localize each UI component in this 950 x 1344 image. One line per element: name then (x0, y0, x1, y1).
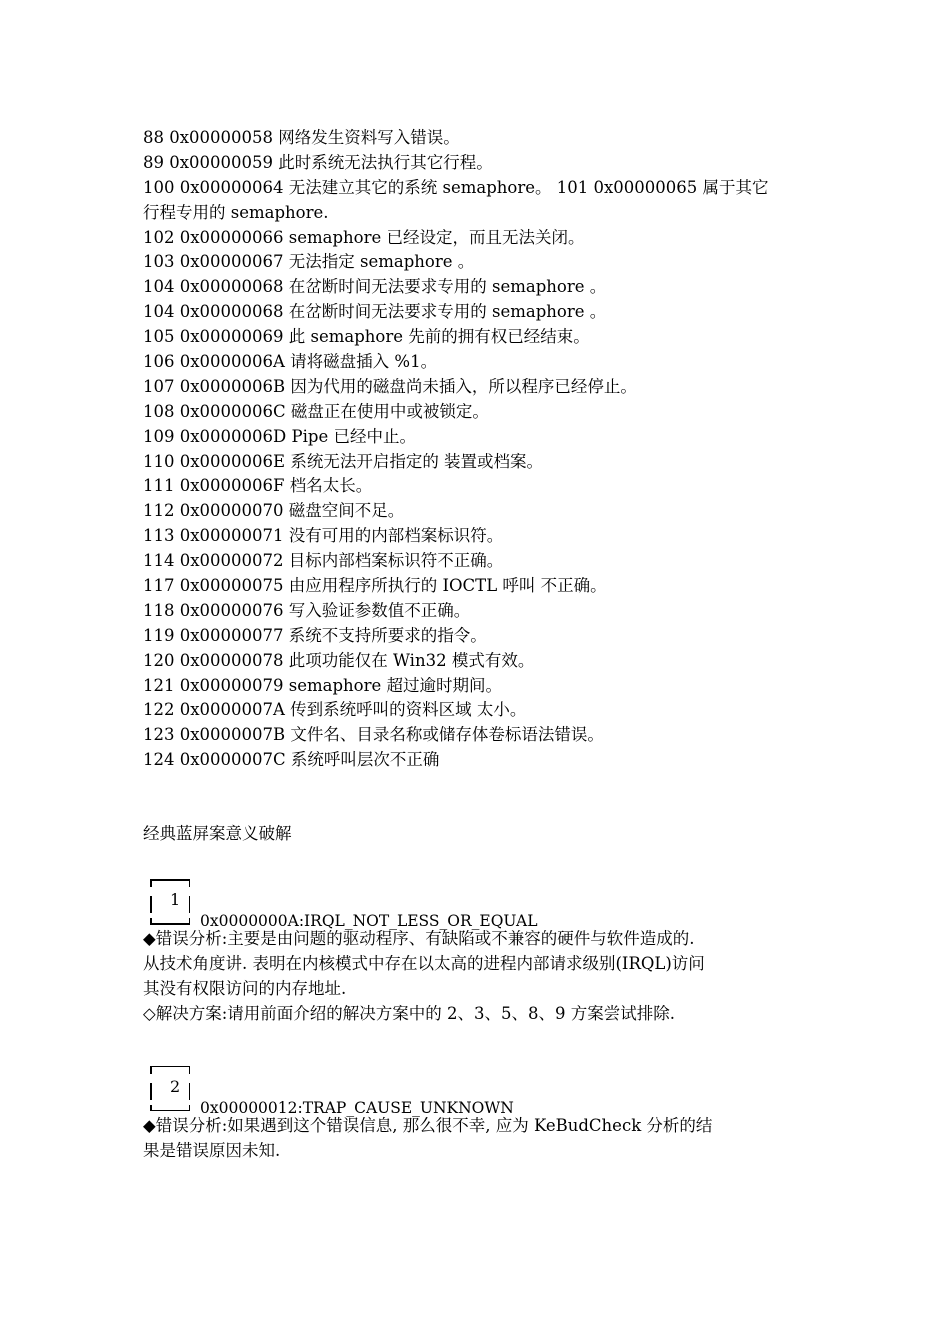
bluescreen-entry (143, 873, 803, 1027)
document-page (143, 126, 803, 1164)
list-item: 89 0x00000059 此时系统无法执行其它行程。 (143, 152, 493, 172)
item-number: 1 (170, 890, 181, 910)
list-item: 114 0x00000072 目标内部档案标识符不正确。 (143, 551, 504, 571)
number-box (143, 1060, 195, 1114)
list-item: 88 0x00000058 网络发生资料写入错误。 (143, 128, 460, 147)
list-item: 102 0x00000066 semaphore 已经设定，而且无法关闭。 (143, 227, 585, 247)
list-item: 120 0x00000078 此项功能仅在 Win32 模式有效。 (143, 650, 535, 670)
list-item: 112 0x00000070 磁盘空间不足。 (143, 501, 405, 521)
description-line: 果是错误原因未知. (143, 1140, 281, 1160)
list-item: 行程专用的 semaphore. (143, 202, 329, 222)
bluescreen-entry (143, 1060, 803, 1164)
list-item: 121 0x00000079 semaphore 超过逾时期间。 (143, 675, 503, 695)
list-item: 109 0x0000006D Pipe 已经中止。 (143, 426, 416, 446)
error-code: 0x00000012:TRAP_CAUSE_UNKNOWN (200, 1098, 514, 1117)
description-line: ◆错误分析:如果遇到这个错误信息, 那么很不幸, 应为 KeBudCheck 分析的结 (143, 1115, 713, 1135)
list-item: 119 0x00000077 系统不支持所要求的指令。 (143, 625, 487, 645)
list-item: 124 0x0000007C 系统呼叫层次不正确 (143, 750, 440, 770)
description-line: 从技术角度讲. 表明在内核模式中存在以太高的进程内部请求级别(IRQL)访问 (143, 954, 705, 974)
list-item: 108 0x0000006C 磁盘正在使用中或被锁定。 (143, 401, 489, 421)
list-item: 103 0x00000067 无法指定 semaphore 。 (143, 252, 475, 272)
list-item: 105 0x00000069 此 semaphore 先前的拥有权已经结束。 (143, 327, 590, 347)
error-code: 0x0000000A:IRQL_NOT_LESS_OR_EQUAL (200, 912, 538, 931)
list-item: 111 0x0000006F 档名太长。 (143, 476, 373, 496)
list-item: 113 0x00000071 没有可用的内部档案标识符。 (143, 526, 504, 546)
item-description (143, 1114, 803, 1164)
list-item: 110 0x0000006E 系统无法开启指定的 装置或档案。 (143, 451, 544, 471)
list-item: 104 0x00000068 在岔断时间无法要求专用的 semaphore 。 (143, 277, 607, 297)
list-item: 118 0x00000076 写入验证参数值不正确。 (143, 600, 471, 620)
item-description (143, 927, 803, 1027)
error-code-list (143, 126, 803, 773)
list-item: 104 0x00000068 在岔断时间无法要求专用的 semaphore 。 (143, 302, 607, 322)
list-item: 123 0x0000007B 文件名、目录名称或储存体卷标语法错误。 (143, 725, 604, 745)
section-title: 经典蓝屏案意义破解 (143, 824, 292, 844)
list-item: 100 0x00000064 无法建立其它的系统 semaphore。 101 0x00000065 属于其它 (143, 177, 769, 197)
list-item: 117 0x00000075 由应用程序所执行的 IOCTL 呼叫 不正确。 (143, 576, 607, 596)
description-line: 其没有权限访问的内存地址. (143, 978, 347, 998)
list-item: 122 0x0000007A 传到系统呼叫的资料区域 太小。 (143, 700, 527, 720)
list-item: 107 0x0000006B 因为代用的磁盘尚未插入，所以程序已经停止。 (143, 376, 637, 396)
list-item: 106 0x0000006A 请将磁盘插入 %1。 (143, 352, 438, 372)
number-box (143, 873, 195, 927)
description-line: ◇解决方案:请用前面介绍的解决方案中的 2、3、5、8、9 方案尝试排除. (143, 1003, 675, 1023)
item-number: 2 (170, 1076, 181, 1096)
description-line: ◆错误分析:主要是由问题的驱动程序、有缺陷或不兼容的硬件与软件造成的. (143, 929, 695, 949)
